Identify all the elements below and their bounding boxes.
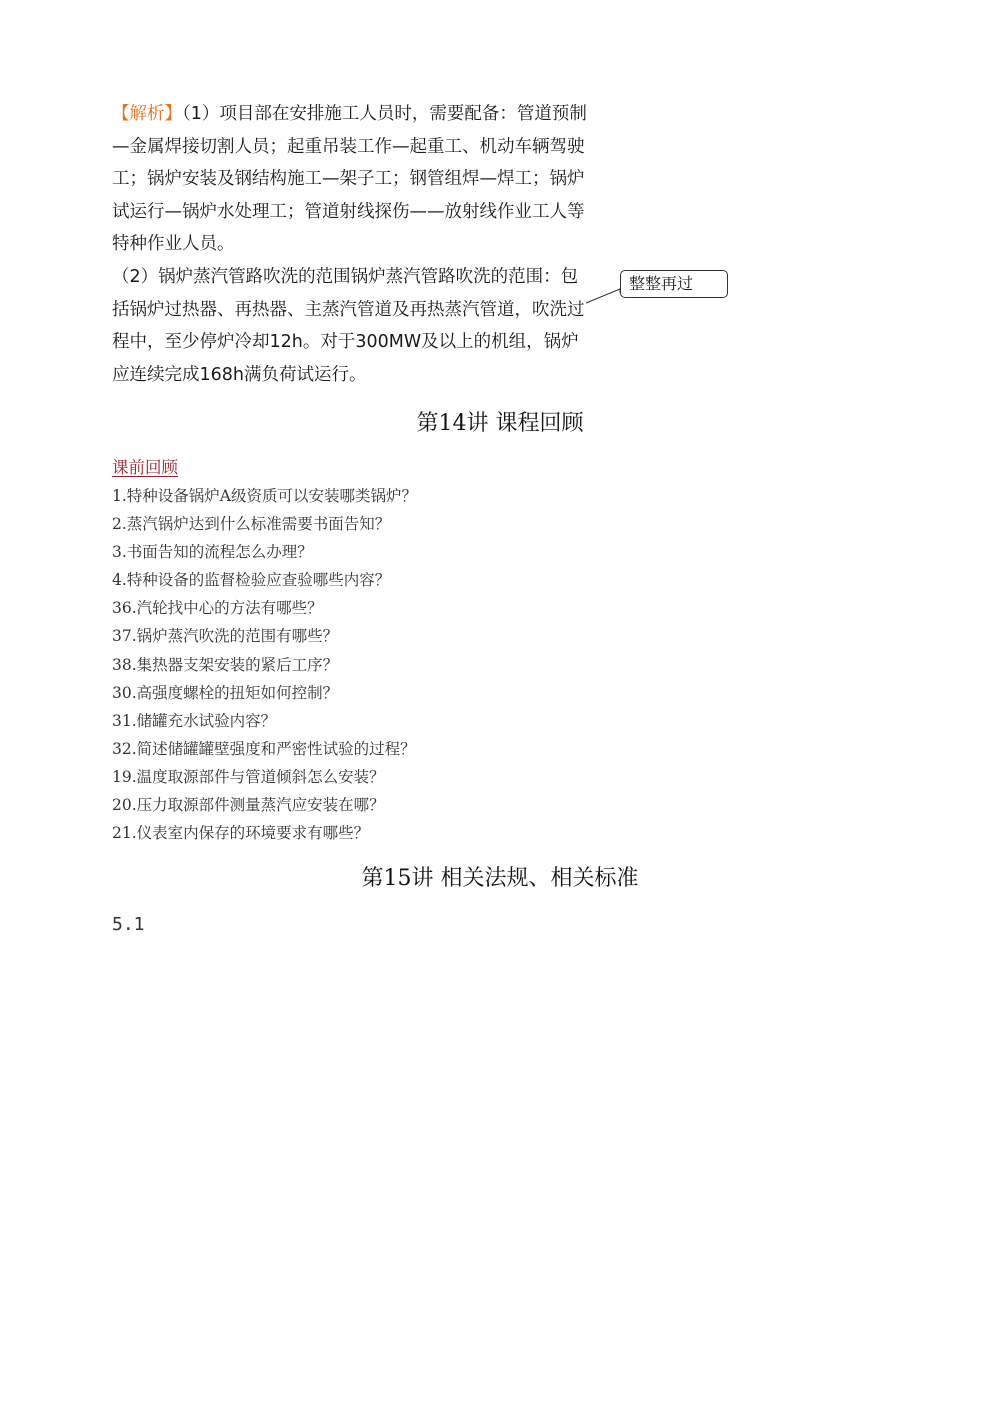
- review-item: 3.书面告知的流程怎么办理？: [112, 543, 313, 562]
- lecture-14-title: 第14讲 课程回顾: [416, 411, 584, 436]
- review-list: [112, 482, 417, 847]
- review-heading: 课前回顾: [112, 458, 178, 477]
- analysis-tag: 【解析】: [112, 104, 182, 124]
- review-item: 1.特种设备锅炉A级资质可以安装哪类锅炉？: [112, 487, 417, 505]
- analysis-para-1-text: （1）项目部在安排施工人员时，需要配备：管道预制—金属焊接切割人员；起重吊装工作—起重工、机动车辆驾驶工；锅炉安装及钢结构施工—架子工；钢管组焊—焊工；锅炉试运行—锅炉水处理工；管道射线探伤——放射线作业工人等特种作业人员。: [112, 104, 587, 255]
- review-item: 19.温度取源部件与管道倾斜怎么安装？: [112, 767, 385, 786]
- review-item: 4.特种设备的监督检验应查验哪些内容？: [112, 571, 391, 590]
- review-item: 20.压力取源部件测量蒸汽应安装在哪？: [112, 796, 385, 815]
- review-item: 36.汽轮找中心的方法有哪些？: [112, 599, 323, 618]
- review-item: 30.高强度螺栓的扭矩如何控制？: [112, 683, 339, 702]
- comment-bubble[interactable]: 整整再过: [620, 270, 728, 298]
- review-item: 21.仪表室内保存的环境要求有哪些？: [112, 824, 370, 843]
- section-number: 5.1: [112, 914, 145, 935]
- review-item: 37.锅炉蒸汽吹洗的范围有哪些？: [112, 627, 339, 646]
- review-item: 32.简述储罐罐壁强度和严密性试验的过程？: [112, 739, 416, 758]
- comment-connector: [0, 0, 1000, 400]
- review-item: 2.蒸汽锅炉达到什么标准需要书面告知？: [112, 515, 391, 534]
- review-item: 38.集热器支架安装的紧后工序？: [112, 655, 339, 674]
- review-item: 31.储罐充水试验内容？: [112, 711, 277, 730]
- analysis-para-2: （2）锅炉蒸汽管路吹洗的范围锅炉蒸汽管路吹洗的范围：包括锅炉过热器、再热器、主蒸汽管道及再热蒸汽管道，吹洗过程中，至少停炉冷却12h。对于300MW及以上的机组，锅炉应连续完成168h满负荷试运行。: [112, 266, 585, 385]
- lecture-15-title: 第15讲 相关法规、相关标准: [361, 866, 639, 891]
